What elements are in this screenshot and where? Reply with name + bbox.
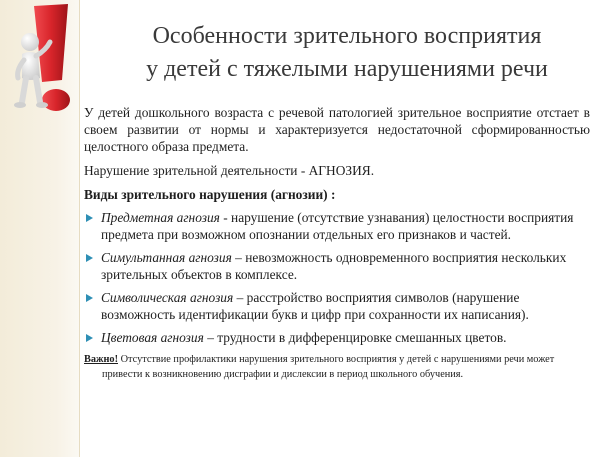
intro-paragraph: У детей дошкольного возраста с речевой патологией зрительное восприятие отстает в своем развитии от нормы и характеризуется недостаточной сформированностью целостного образа предмета.	[84, 105, 590, 154]
person-leaning-on-exclamation-mark-icon	[6, 2, 86, 120]
list-item	[84, 289, 590, 323]
term: Символическая агнозия	[101, 290, 234, 305]
agnosia-types-list	[84, 209, 590, 346]
agnosia-line: Нарушение зрительной деятельности - АГНОЗИЯ.	[84, 163, 375, 178]
list-item	[84, 249, 590, 283]
types-heading: Виды зрительного нарушения (агнозии) :	[84, 187, 336, 202]
term-description: – невозможность одновременного восприятия нескольких зрительных объектов в комплексе.	[101, 250, 567, 282]
term-description: - нарушение (отсутствие узнавания) целостности восприятия предмета при возможном опознании отдельных его признаков и частей.	[101, 210, 574, 242]
list-item	[84, 209, 590, 243]
title-line-2: у детей с тяжелыми нарушениями речи	[146, 56, 548, 82]
title-line-1: Особенности зрительного восприятия	[152, 23, 542, 49]
term: Предметная агнозия	[101, 210, 220, 225]
triangle-bullet-icon	[86, 294, 93, 302]
important-note	[84, 352, 590, 382]
note-label: Важно!	[84, 354, 118, 365]
list-item	[84, 329, 590, 346]
term: Симультанная агнозия	[101, 250, 232, 265]
term-description: – трудности в дифференцировке смешанных цветов.	[203, 330, 507, 345]
page-title	[92, 20, 602, 86]
triangle-bullet-icon	[86, 334, 93, 342]
term: Цветовая агнозия	[101, 330, 204, 345]
triangle-bullet-icon	[86, 254, 93, 262]
triangle-bullet-icon	[86, 214, 93, 222]
main-content	[84, 104, 590, 382]
note-text: Отсутствие профилактики нарушения зрительного восприятия у детей с нарушениями речи может привести к возникновению дисграфии и дислексии в период школьного обучения.	[102, 354, 555, 380]
term-description: – расстройство восприятия символов (нарушение возможность идентификации букв и цифр при сохранности их написания).	[101, 290, 529, 322]
